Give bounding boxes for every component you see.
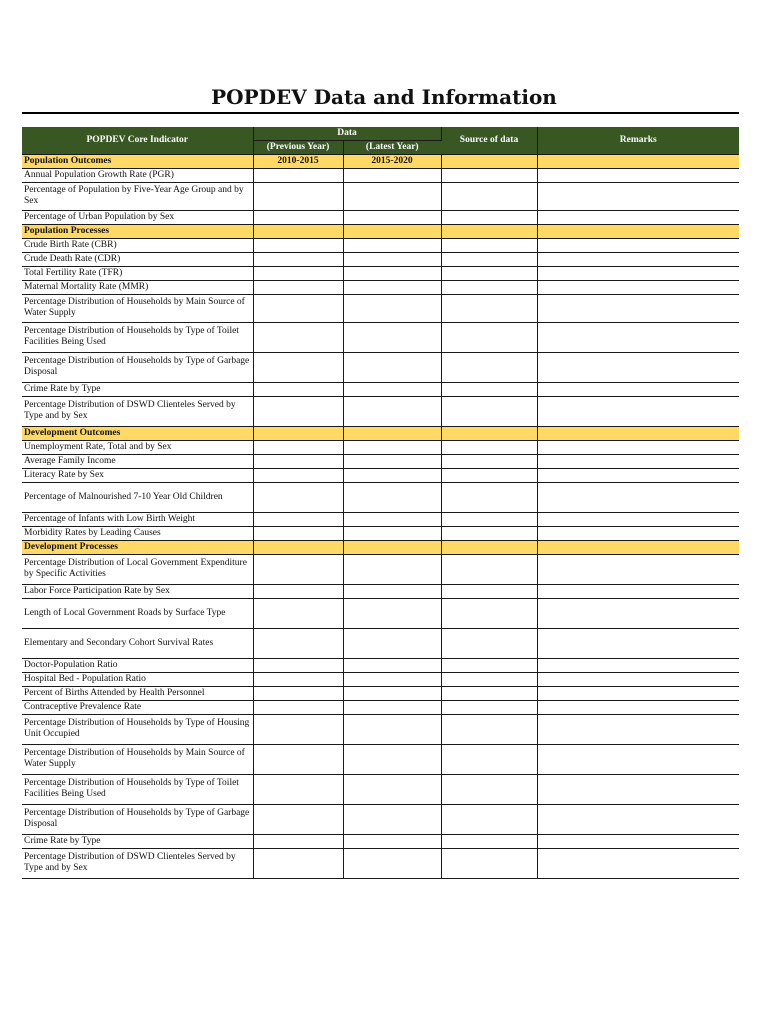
previous-year-cell[interactable] [253, 182, 343, 210]
table-row [22, 700, 739, 714]
previous-year-cell[interactable] [253, 714, 343, 744]
table-row [22, 396, 739, 426]
latest-year-cell[interactable] [343, 512, 441, 526]
previous-year-cell[interactable] [253, 440, 343, 454]
latest-year-cell[interactable] [343, 598, 441, 628]
latest-year-cell[interactable] [343, 804, 441, 834]
previous-year-cell[interactable] [253, 658, 343, 672]
previous-year-cell[interactable] [253, 468, 343, 482]
source-cell[interactable] [441, 700, 537, 714]
remarks-cell[interactable] [537, 238, 739, 252]
table-row [22, 554, 739, 584]
source-cell[interactable] [441, 182, 537, 210]
previous-year-range: 2010-2015 [253, 154, 343, 168]
remarks-cell[interactable] [537, 848, 739, 878]
table-row [22, 252, 739, 266]
indicator-label: Annual Population Growth Rate (PGR) [22, 168, 253, 182]
table-row [22, 266, 739, 280]
previous-year-cell[interactable] [253, 848, 343, 878]
indicator-label: Crime Rate by Type [22, 834, 253, 848]
table-row [22, 280, 739, 294]
latest-year-cell[interactable] [343, 182, 441, 210]
latest-year-cell[interactable] [343, 280, 441, 294]
source-cell[interactable] [441, 554, 537, 584]
table-row [22, 686, 739, 700]
remarks-cell[interactable] [537, 396, 739, 426]
latest-year-cell[interactable] [343, 382, 441, 396]
previous-year-cell[interactable] [253, 512, 343, 526]
remarks-cell[interactable] [537, 598, 739, 628]
previous-year-cell[interactable] [253, 628, 343, 658]
remarks-cell[interactable] [537, 454, 739, 468]
previous-year-cell[interactable] [253, 744, 343, 774]
table-row [22, 628, 739, 658]
table-row [22, 468, 739, 482]
remarks-cell [537, 540, 739, 554]
indicator-label: Morbidity Rates by Leading Causes [22, 526, 253, 540]
indicator-label: Maternal Mortality Rate (MMR) [22, 280, 253, 294]
indicator-label: Percentage Distribution of Households by Type of Garbage Disposal [22, 352, 253, 382]
source-cell[interactable] [441, 468, 537, 482]
source-cell[interactable] [441, 628, 537, 658]
previous-year-cell[interactable] [253, 266, 343, 280]
latest-year-range [343, 540, 441, 554]
latest-year-cell[interactable] [343, 672, 441, 686]
table-row [22, 598, 739, 628]
latest-year-cell[interactable] [343, 252, 441, 266]
latest-year-cell[interactable] [343, 482, 441, 512]
remarks-cell[interactable] [537, 672, 739, 686]
previous-year-cell[interactable] [253, 238, 343, 252]
previous-year-cell[interactable] [253, 672, 343, 686]
section-header-row [22, 154, 739, 168]
previous-year-cell[interactable] [253, 280, 343, 294]
latest-year-range: 2015-2020 [343, 154, 441, 168]
page-title: POPDEV Data and Information [211, 85, 557, 109]
remarks-cell[interactable] [537, 686, 739, 700]
latest-year-header: (Latest Year) [343, 140, 441, 154]
previous-year-cell[interactable] [253, 322, 343, 352]
remarks-cell[interactable] [537, 584, 739, 598]
remarks-cell[interactable] [537, 774, 739, 804]
latest-year-cell[interactable] [343, 352, 441, 382]
indicator-label: Hospital Bed - Population Ratio [22, 672, 253, 686]
indicator-label: Percentage Distribution of Households by Type of Toilet Facilities Being Used [22, 322, 253, 352]
latest-year-cell[interactable] [343, 322, 441, 352]
source-cell[interactable] [441, 294, 537, 322]
source-cell [441, 426, 537, 440]
source-cell [441, 540, 537, 554]
previous-year-cell[interactable] [253, 352, 343, 382]
title-underline [22, 112, 739, 114]
table-row [22, 294, 739, 322]
source-cell[interactable] [441, 440, 537, 454]
previous-year-cell[interactable] [253, 482, 343, 512]
indicator-label: Percentage of Infants with Low Birth Weight [22, 512, 253, 526]
section-title: Development Processes [22, 540, 253, 554]
previous-year-cell[interactable] [253, 454, 343, 468]
indicator-label: Length of Local Government Roads by Surface Type [22, 598, 253, 628]
table-row [22, 482, 739, 512]
latest-year-range [343, 224, 441, 238]
indicator-label: Percentage Distribution of DSWD Clienteles Served by Type and by Sex [22, 396, 253, 426]
section-title: Population Processes [22, 224, 253, 238]
table-row [22, 322, 739, 352]
indicator-label: Percentage Distribution of Local Government Expenditure by Specific Activities [22, 554, 253, 584]
indicator-label: Crude Death Rate (CDR) [22, 252, 253, 266]
source-cell[interactable] [441, 252, 537, 266]
table-row [22, 512, 739, 526]
latest-year-cell[interactable] [343, 238, 441, 252]
latest-year-cell[interactable] [343, 454, 441, 468]
remarks-cell[interactable] [537, 554, 739, 584]
table-row [22, 744, 739, 774]
previous-year-cell[interactable] [253, 168, 343, 182]
latest-year-cell[interactable] [343, 526, 441, 540]
remarks-cell[interactable] [537, 294, 739, 322]
indicator-label: Percentage of Malnourished 7-10 Year Old Children [22, 482, 253, 512]
table-row [22, 210, 739, 224]
source-cell[interactable] [441, 804, 537, 834]
remarks-cell[interactable] [537, 252, 739, 266]
previous-year-cell[interactable] [253, 294, 343, 322]
source-cell [441, 224, 537, 238]
section-header-row [22, 224, 739, 238]
section-title: Development Outcomes [22, 426, 253, 440]
indicator-label: Crime Rate by Type [22, 382, 253, 396]
source-cell[interactable] [441, 396, 537, 426]
indicator-label: Average Family Income [22, 454, 253, 468]
indicator-label: Contraceptive Prevalence Rate [22, 700, 253, 714]
table-row [22, 658, 739, 672]
indicator-label: Labor Force Participation Rate by Sex [22, 584, 253, 598]
previous-year-cell[interactable] [253, 396, 343, 426]
table-row [22, 714, 739, 744]
latest-year-cell[interactable] [343, 774, 441, 804]
indicator-label: Percentage of Population by Five-Year Age Group and by Sex [22, 182, 253, 210]
remarks-cell[interactable] [537, 210, 739, 224]
latest-year-cell[interactable] [343, 848, 441, 878]
indicator-label: Elementary and Secondary Cohort Survival Rates [22, 628, 253, 658]
latest-year-cell[interactable] [343, 294, 441, 322]
previous-year-cell[interactable] [253, 804, 343, 834]
previous-year-cell[interactable] [253, 252, 343, 266]
remarks-column-header: Remarks [537, 127, 739, 154]
indicator-label: Total Fertility Rate (TFR) [22, 266, 253, 280]
indicator-label: Percentage of Urban Population by Sex [22, 210, 253, 224]
table-row [22, 848, 739, 878]
indicator-label: Percent of Births Attended by Health Personnel [22, 686, 253, 700]
latest-year-cell[interactable] [343, 468, 441, 482]
latest-year-cell[interactable] [343, 714, 441, 744]
remarks-cell[interactable] [537, 280, 739, 294]
table-row [22, 454, 739, 468]
table-row [22, 774, 739, 804]
previous-year-cell[interactable] [253, 210, 343, 224]
remarks-cell[interactable] [537, 804, 739, 834]
source-cell[interactable] [441, 210, 537, 224]
latest-year-cell[interactable] [343, 658, 441, 672]
remarks-cell[interactable] [537, 700, 739, 714]
table-row [22, 584, 739, 598]
remarks-cell[interactable] [537, 512, 739, 526]
source-column-header: Source of data [441, 127, 537, 154]
source-cell[interactable] [441, 238, 537, 252]
source-cell[interactable] [441, 834, 537, 848]
previous-year-cell[interactable] [253, 584, 343, 598]
previous-year-cell[interactable] [253, 834, 343, 848]
latest-year-cell[interactable] [343, 266, 441, 280]
source-cell[interactable] [441, 848, 537, 878]
source-cell[interactable] [441, 584, 537, 598]
table-row [22, 182, 739, 210]
source-cell[interactable] [441, 352, 537, 382]
previous-year-cell[interactable] [253, 554, 343, 584]
source-cell[interactable] [441, 266, 537, 280]
remarks-cell[interactable] [537, 266, 739, 280]
remarks-cell[interactable] [537, 440, 739, 454]
section-title: Population Outcomes [22, 154, 253, 168]
latest-year-cell[interactable] [343, 628, 441, 658]
remarks-cell[interactable] [537, 182, 739, 210]
remarks-cell[interactable] [537, 322, 739, 352]
table-row [22, 352, 739, 382]
indicator-table [22, 127, 739, 879]
previous-year-cell[interactable] [253, 700, 343, 714]
remarks-cell[interactable] [537, 168, 739, 182]
table-body [22, 154, 739, 878]
remarks-cell[interactable] [537, 744, 739, 774]
previous-year-cell[interactable] [253, 774, 343, 804]
previous-year-cell[interactable] [253, 686, 343, 700]
previous-year-cell[interactable] [253, 598, 343, 628]
source-cell[interactable] [441, 744, 537, 774]
indicator-label: Percentage Distribution of DSWD Clienteles Served by Type and by Sex [22, 848, 253, 878]
remarks-cell[interactable] [537, 482, 739, 512]
latest-year-cell[interactable] [343, 744, 441, 774]
latest-year-cell[interactable] [343, 168, 441, 182]
previous-year-cell[interactable] [253, 526, 343, 540]
table-row [22, 440, 739, 454]
latest-year-range [343, 426, 441, 440]
remarks-cell [537, 426, 739, 440]
source-cell[interactable] [441, 482, 537, 512]
indicator-column-header: POPDEV Core Indicator [22, 127, 253, 154]
source-cell [441, 154, 537, 168]
remarks-cell[interactable] [537, 628, 739, 658]
source-cell[interactable] [441, 280, 537, 294]
remarks-cell[interactable] [537, 382, 739, 396]
source-cell[interactable] [441, 686, 537, 700]
latest-year-cell[interactable] [343, 440, 441, 454]
previous-year-range [253, 426, 343, 440]
latest-year-cell[interactable] [343, 834, 441, 848]
previous-year-range [253, 224, 343, 238]
indicator-label: Crude Birth Rate (CBR) [22, 238, 253, 252]
latest-year-cell[interactable] [343, 686, 441, 700]
indicator-label: Doctor-Population Ratio [22, 658, 253, 672]
table-row [22, 168, 739, 182]
latest-year-cell[interactable] [343, 700, 441, 714]
source-cell[interactable] [441, 168, 537, 182]
remarks-cell[interactable] [537, 468, 739, 482]
data-column-header: Data [253, 127, 441, 140]
previous-year-header: (Previous Year) [253, 140, 343, 154]
remarks-cell[interactable] [537, 834, 739, 848]
latest-year-cell[interactable] [343, 210, 441, 224]
source-cell[interactable] [441, 658, 537, 672]
table-row [22, 672, 739, 686]
indicator-label: Percentage Distribution of Households by Type of Garbage Disposal [22, 804, 253, 834]
table-row [22, 804, 739, 834]
source-cell[interactable] [441, 454, 537, 468]
latest-year-cell[interactable] [343, 396, 441, 426]
source-cell[interactable] [441, 672, 537, 686]
table-row [22, 526, 739, 540]
indicator-label: Percentage Distribution of Households by Type of Housing Unit Occupied [22, 714, 253, 744]
table-row [22, 834, 739, 848]
previous-year-cell[interactable] [253, 382, 343, 396]
remarks-cell[interactable] [537, 352, 739, 382]
source-cell[interactable] [441, 512, 537, 526]
remarks-cell[interactable] [537, 658, 739, 672]
section-header-row [22, 540, 739, 554]
source-cell[interactable] [441, 526, 537, 540]
remarks-cell [537, 154, 739, 168]
source-cell[interactable] [441, 714, 537, 744]
source-cell[interactable] [441, 382, 537, 396]
table-row [22, 238, 739, 252]
table-row [22, 382, 739, 396]
indicator-label: Percentage Distribution of Households by Type of Toilet Facilities Being Used [22, 774, 253, 804]
source-cell[interactable] [441, 774, 537, 804]
source-cell[interactable] [441, 322, 537, 352]
indicator-label: Literacy Rate by Sex [22, 468, 253, 482]
remarks-cell[interactable] [537, 526, 739, 540]
previous-year-range [253, 540, 343, 554]
remarks-cell [537, 224, 739, 238]
indicator-label: Percentage Distribution of Households by Main Source of Water Supply [22, 744, 253, 774]
latest-year-cell[interactable] [343, 554, 441, 584]
latest-year-cell[interactable] [343, 584, 441, 598]
remarks-cell[interactable] [537, 714, 739, 744]
indicator-label: Percentage Distribution of Households by Main Source of Water Supply [22, 294, 253, 322]
source-cell[interactable] [441, 598, 537, 628]
section-header-row [22, 426, 739, 440]
indicator-label: Unemployment Rate, Total and by Sex [22, 440, 253, 454]
